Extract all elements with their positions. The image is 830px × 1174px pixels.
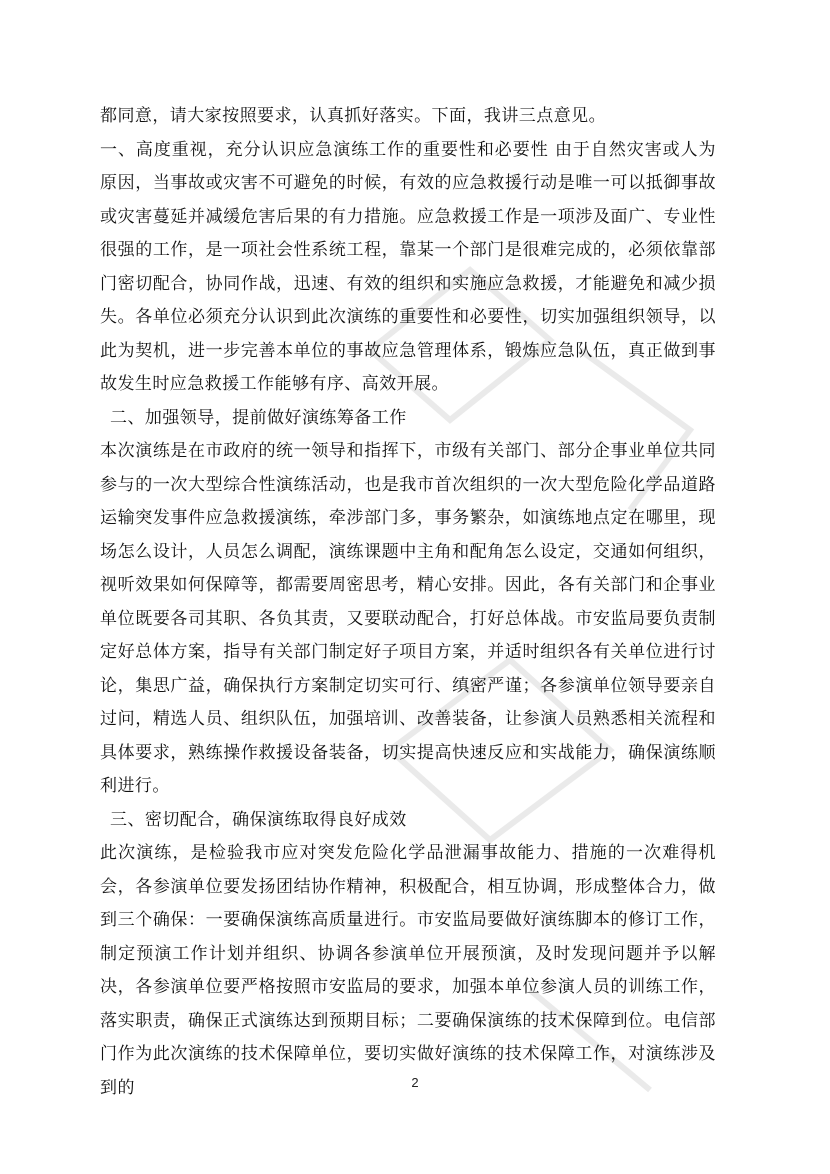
paragraph-section-two: 本次演练是在市政府的统一领导和指挥下，市级有关部门、部分企事业单位共同参与的一次大型综合性演练活动，也是我市首次组织的一次大型危险化学品道路运输突发事件应急救援演练，牵涉部门多，事务繁杂，如演练地点定在哪里，现场怎么设计，人员怎么调配，演练课题中主角和配角怎么设定，交通如何组织，视听效果如何保障等，都需要周密思考，精心安排。因此，各有关部门和企事业单位既要各司其职、各负其责，又要联动配合，打好总体战。市安监局要负责制定好总体方案，指导有关部门制定好子项目方案，并适时组织各有关单位进行讨论，集思广益，确保执行方案制定切实可行、缜密严谨；各参演单位领导要亲自过问，精选人员、组织队伍，加强培训、改善装备，让参演人员熟悉相关流程和具体要求，熟练操作救援设备装备，切实提高快速反应和实战能力，确保演练顺利进行。 bbox=[100, 441, 716, 796]
paragraph-intro: 都同意，请大家按照要求，认真抓好落实。下面，我讲三点意见。 bbox=[100, 106, 607, 126]
document-body bbox=[100, 100, 716, 1105]
paragraph-section-one: 一、高度重视，充分认识应急演练工作的重要性和必要性 由于自然灾害或人为原因，当事故或灾害不可避免的时候，有效的应急救援行动是唯一可以抵御事故或灾害蔓延并减缓危害后果的有力措施。应急救援工作是一项涉及面广、专业性很强的工作，是一项社会性系统工程，靠某一个部门是很难完成的，必须依靠部门密切配合，协同作战，迅速、有效的组织和实施应急救援，才能避免和减少损失。各单位必须充分认识到此次演练的重要性和必要性，切实加强组织领导，以此为契机，进一步完善本单位的事故应急管理体系，锻炼应急队伍，真正做到事故发生时应急救援工作能够有序、高效开展。 bbox=[100, 139, 716, 394]
paragraph-section-three: 此次演练，是检验我市应对突发危险化学品泄漏事故能力、措施的一次难得机会，各参演单位要发扬团结协作精神，积极配合，相互协调，形成整体合力，做到三个确保：一要确保演练高质量进行。市安监局要做好演练脚本的修订工作，制定预演工作计划并组织、协调各参演单位开展预演，及时发现问题并予以解决，各参演单位要严格按照市安监局的要求，加强本单位参演人员的训练工作，落实职责，确保正式演练达到预期目标；二要确保演练的技术保障到位。电信部门作为此次演练的技术保障单位，要切实做好演练的技术保障工作，对演练涉及到的 bbox=[100, 843, 716, 1098]
page-number: 2 bbox=[411, 1075, 419, 1090]
section-heading-three: 三、密切配合，确保演练取得良好成效 bbox=[110, 809, 407, 830]
section-heading-two: 二、加强领导，提前做好演练筹备工作 bbox=[110, 407, 407, 428]
